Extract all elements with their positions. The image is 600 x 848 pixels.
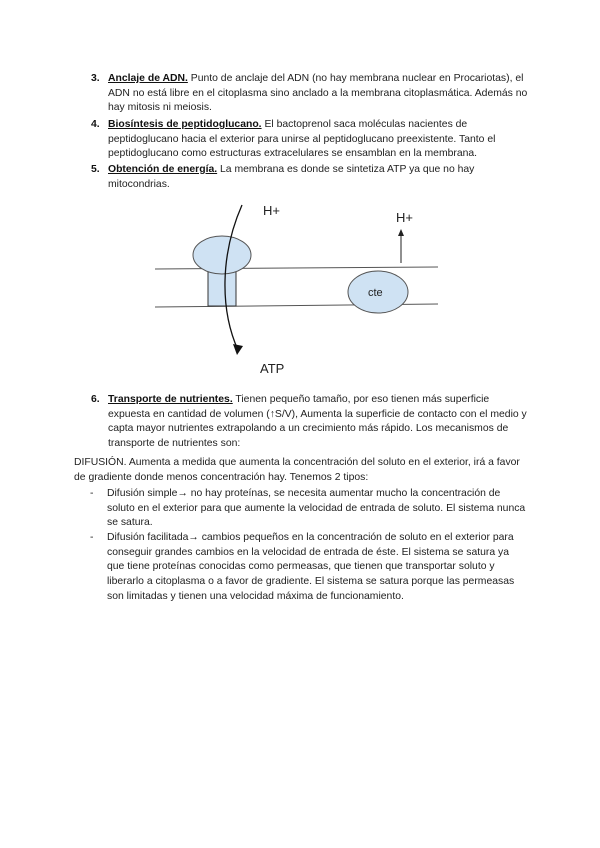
cte-label: cte: [368, 287, 383, 299]
item-title: Obtención de energía.: [108, 164, 218, 175]
bullet-marker: -: [90, 532, 94, 543]
item-text: El bactoprenol saca moléculas nacientes de peptidoglucano hacia el exterior para unirse al peptidoglucano preexistente. Tanto el peptidoglucano como estructuras extracelulares se ensamblan en la membrana.: [108, 119, 496, 160]
bullet-difusion-simple: [90, 487, 527, 531]
item-text: Punto de anclaje del ADN (no hay membrana nuclear en Procariotas), el ADN no está libre en el citoplasma sino anclado a la membrana citoplasmática. Además no hay mitosis ni meiosis.: [108, 73, 528, 114]
list-item-transporte: [91, 393, 528, 452]
item-text: Tienen pequeño tamaño, por eso tienen más superficie expuesta en cantidad de volumen (↑S/V), Aumenta la superficie de contacto con el medio y capta mayor nutrientes extrapolando a un crecimiento más rápido. Los mecanismos de transporte de nutrientes son:: [108, 394, 527, 450]
h-plus-right-label: H+: [396, 210, 413, 225]
bullet-text: Difusión facilitada→ cambios pequeños en la concentración de soluto en el exterior para conseguir grandes cambios en la velocidad de entrada de éste. El sistema se satura ya que tiene proteínas conocidas como permeasas, que tienen que transportar soluto y liberarlo a citoplasma o a favor de gradiente. El sistema se satura porque las permeasas son limitadas y tienen una velocidad máxima de funcionamiento.: [107, 532, 515, 602]
item-title: Biosíntesis de peptidoglucano.: [108, 119, 262, 130]
atp-synthase-stalk: [208, 272, 236, 306]
proton-flow-arrowhead: [233, 344, 243, 355]
atp-label: ATP: [260, 361, 285, 376]
item-title: Anclaje de ADN.: [108, 73, 188, 84]
item-text: La membrana es donde se sintetiza ATP ya que no hay mitocondrias.: [108, 164, 475, 190]
item-number: 4.: [91, 119, 100, 130]
atp-synthase-head: [193, 236, 251, 274]
difusion-paragraph: DIFUSIÓN. Aumenta a medida que aumenta la concentración del soluto en el exterior, irá a favor de gradiente donde menos concentración hay. Tenemos 2 tipos:: [74, 457, 520, 483]
proton-out-arrowhead: [398, 229, 404, 236]
item-number: 3.: [91, 73, 100, 84]
list-item-anclaje: [91, 72, 528, 116]
item-title: Transporte de nutrientes.: [108, 394, 233, 405]
list-item-biosintesis: [91, 118, 528, 162]
membrane-top-line: [155, 267, 438, 269]
h-plus-left-label: H+: [263, 203, 280, 218]
membrane-diagram: [150, 200, 450, 385]
bullet-difusion-facilitada: [90, 531, 527, 605]
bullet-marker: -: [90, 488, 94, 499]
item-number: 6.: [91, 394, 100, 405]
item-number: 5.: [91, 164, 100, 175]
bullet-text: Difusión simple→ no hay proteínas, se necesita aumentar mucho la concentración de soluto en el exterior para que aumente la velocidad de entrada de soluto. El sistema nunca se satura.: [107, 488, 526, 529]
list-item-energia: [91, 163, 528, 192]
